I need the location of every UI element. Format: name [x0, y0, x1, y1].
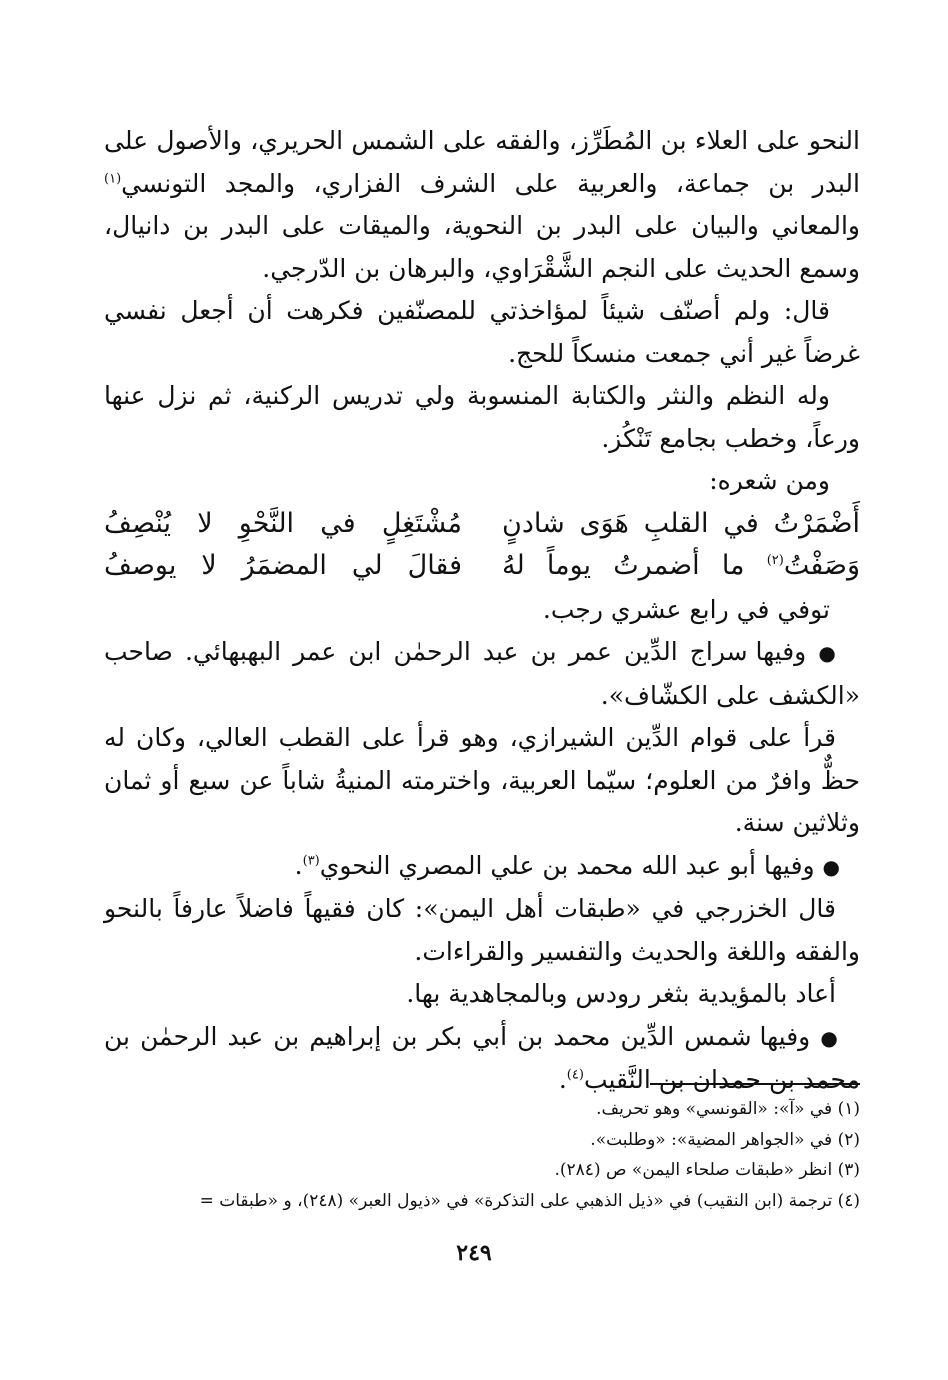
bullet-icon: ● [822, 854, 840, 879]
footnote-4: (٤) ترجمة (ابن النقيب) في «ذيل الذهبي على التذكرة» في «ذيول العبر» (٢٤٨)، و «طبقات = [199, 1190, 860, 1211]
poem [104, 503, 860, 587]
entry-siraj-al-din: ● وفيها سراج الدِّين عمر بن عبد الرحمٰن ابن عمر البهبهائي. صاحب «الكشف على الكشّاف». [104, 637, 860, 710]
bullet-icon: ● [820, 1025, 841, 1050]
footnote-ref-4: (٤) [566, 1067, 584, 1083]
main-text [104, 120, 860, 1102]
footnote-ref-3: (٣) [302, 853, 320, 869]
poem-verse-1-second: مُشْتَغِلٍ في النَّحْوِ لا يُنْصِفُ [104, 507, 462, 539]
paragraph-khazraji: قال الخزرجي في «طبقات أهل اليمن»: كان فقيهاً فاضلاً عارفاً بالنحو والفقه واللغة والحديث والتفسير والقراءات. [104, 894, 860, 966]
footnote-divider [650, 1083, 860, 1085]
paragraph-quote: قال: ولم أصنّف شيئاً لمؤاخذتي للمصنّفين فكرهت أن أجعل نفسي غرضاً غير أني جمعت منسكاً للحج. [104, 296, 860, 368]
footnote-1: (١) في «آ»: «القونسي» وهو تحريف. [596, 1099, 860, 1119]
footnote-ref-2: (٢) [766, 552, 784, 568]
footnote-2: (٢) في «الجواهر المضية»: «وطلبت». [590, 1129, 860, 1150]
paragraph-siraj-bio: قرأ على قوام الدِّين الشيرازي، وهو قرأ على القطب العالي، وكان له حظٌّ وافرٌ من العلوم؛ سيّما العربية، واخترمته المنيةُ شاباً عن سبع أو ثمان وثلاثين سنة. [104, 723, 860, 837]
poem-verse-1-first: أَضْمَرْتُ في القلبِ هَوَى شادنٍ [502, 507, 860, 539]
paragraph-works: وله النظم والنثر والكتابة المنسوبة ولي تدريس الركنية، ثم نزل عنها ورعاً، وخطب بجامع تَنْكُز. [104, 381, 860, 453]
paragraph-death: توفي في رابع عشري رجب. [542, 594, 830, 624]
paragraph-rhodes: أعاد بالمؤيدية بثغر رودس وبالمجاهدية بها. [406, 979, 836, 1008]
footnote-ref-1: (١) [104, 171, 122, 187]
page-number: ٢٤٩ [456, 1240, 492, 1266]
poem-verse-2-first: وَصَفْتُ$^{(٢)}$ ما أضمرتُ يوماً لهُ [502, 549, 860, 581]
poem-intro: ومن شعره: [709, 466, 830, 495]
poem-verse-2-second: فقالَ لي المضمَرُ لا يوصفُ [104, 549, 462, 581]
footnotes [104, 1094, 860, 1216]
entry-abu-abdullah: ● وفيها أبو عبد الله محمد بن علي المصري النحوي$^{(٣)}$. [294, 850, 840, 880]
footnote-3: (٣) انظر «طبقات صلحاء اليمن» ص (٢٨٤). [554, 1160, 860, 1180]
paragraph-teachers: النحو على العلاء بن المُطَرِّز، والفقه على الشمس الحريري، والأصول على البدر بن جماعة، والعربية على الشرف الفزاري، والمجد التونسي$^{(١)}$ والمعاني والبيان على البدر بن النحوية، والميقات على البدر بن دانيال، وسمع الحديث على النجم الشَّقْرَاوي، والبرهان بن الدّرجي. [104, 126, 860, 283]
entry-shams-al-din: ● وفيها شمس الدِّين محمد بن أبي بكر بن إبراهيم بن عبد الرحمٰن بن محمد بن حمدان بن النَّقيب$^{(٤)}$. [104, 1021, 860, 1094]
bullet-icon: ● [818, 641, 840, 665]
